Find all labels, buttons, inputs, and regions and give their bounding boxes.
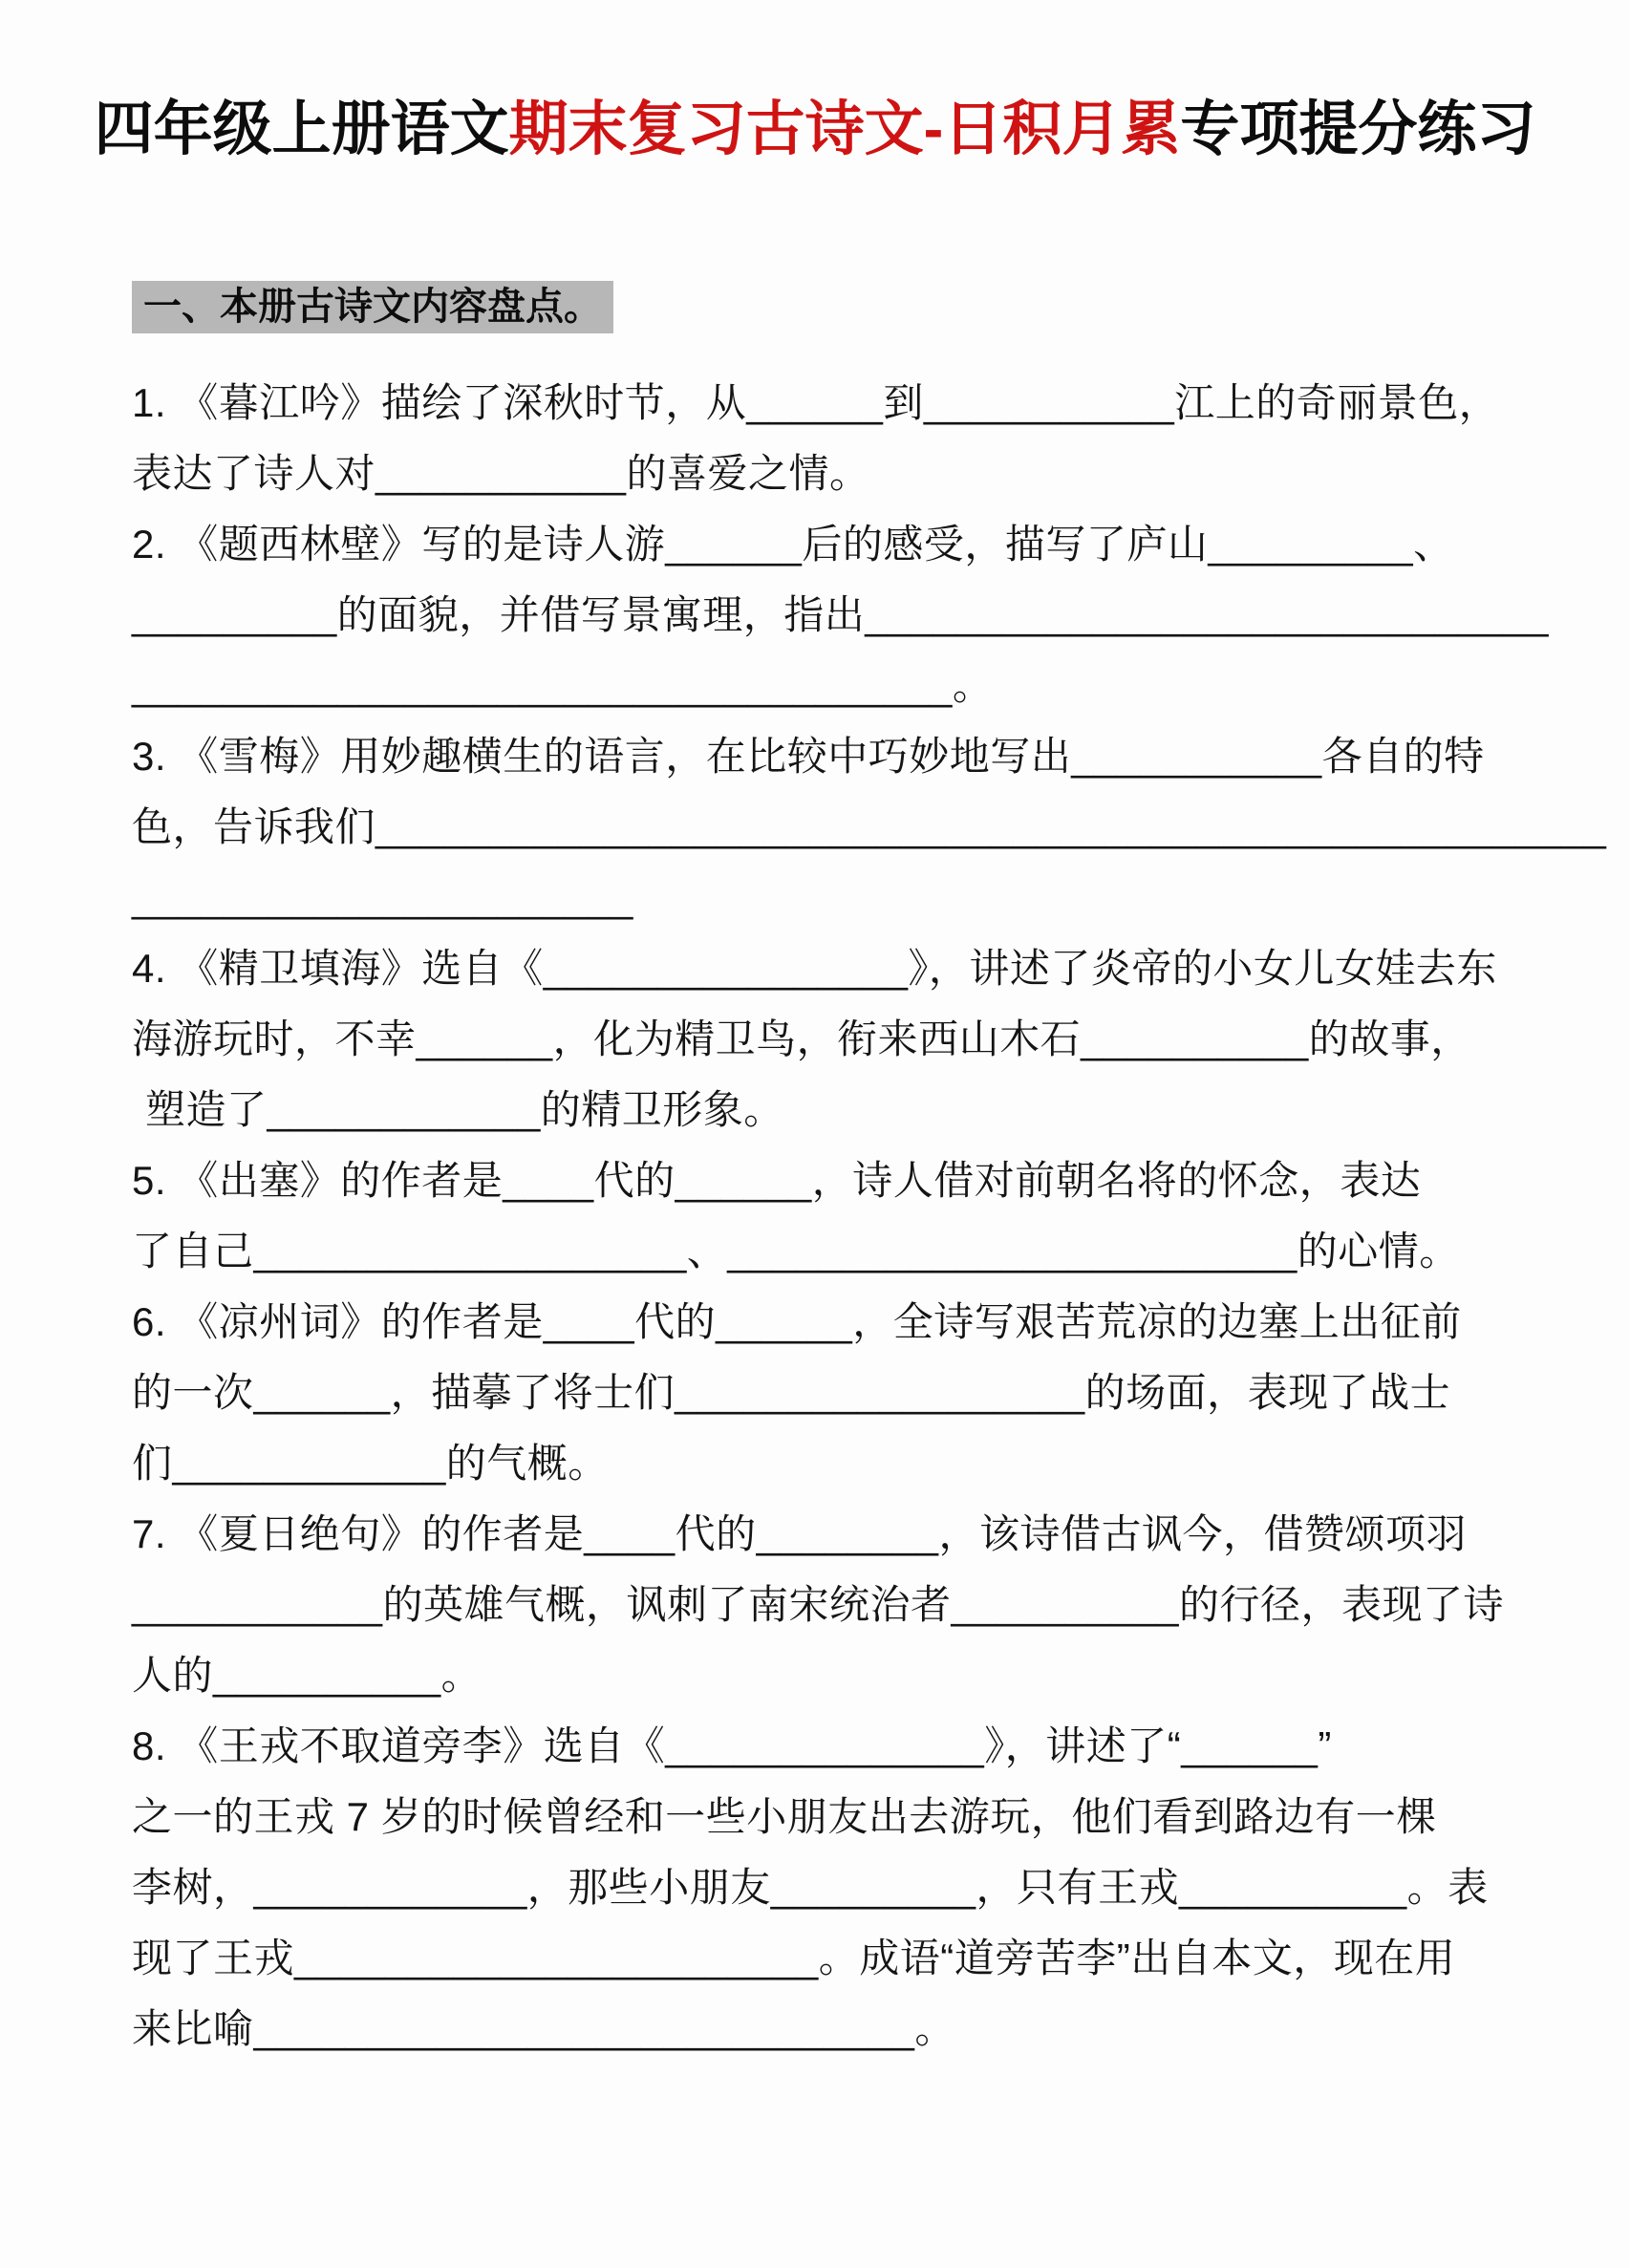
item-8-line-4: 现了王戎_______________________。成语“道旁苦李”出自本文，现在用: [132, 1936, 1456, 1980]
item-1-line-2: 表达了诗人对___________的喜爱之情。: [132, 451, 870, 496]
item-4-line-3: 塑造了____________的精卫形象。: [145, 1087, 784, 1132]
question-item-4: [132, 933, 1508, 1145]
question-item-3: [132, 721, 1607, 933]
item-8-line-3: 李树，____________，那些小朋友_________，只有王戎__________。表: [132, 1865, 1489, 1910]
title-part-black-1: 四年级上册语文: [94, 96, 509, 162]
item-3-line-2: 色，告诉我们______________________________________________________: [132, 804, 1607, 849]
item-8-line-5: 来比喻_____________________________。: [132, 2006, 955, 2051]
item-8-line-2: 之一的王戎 7 岁的时候曾经和一些小朋友出去游玩，他们看到路边有一棵: [132, 1794, 1437, 1839]
item-5-line-1: 5. 《出塞》的作者是____代的______，诗人借对前朝名将的怀念，表达: [132, 1158, 1422, 1203]
item-3-line-1: 3. 《雪梅》用妙趣横生的语言，在比较中巧妙地写出___________各自的特: [132, 734, 1485, 779]
item-2-line-2: _________的面貌，并借写景寓理，指出______________________________: [132, 592, 1549, 637]
question-item-2: [132, 509, 1549, 721]
worksheet-content: [132, 164, 1607, 2065]
item-4-line-2: 海游玩时，不幸______，化为精卫鸟，衔来西山木石__________的故事，: [132, 1016, 1471, 1061]
item-2-line-3: ____________________________________。: [132, 663, 994, 708]
item-7-line-3: 人的__________。: [132, 1653, 483, 1698]
question-list: [132, 368, 1607, 2065]
question-item-5: [132, 1145, 1508, 1287]
question-item-8: [132, 1711, 1508, 2065]
question-item-7: [132, 1499, 1508, 1711]
page-title: [0, 96, 1630, 164]
item-3-line-3: ______________________: [132, 875, 633, 920]
item-7-line-2: ___________的英雄气概，讽刺了南宋统治者__________的行径，表现了诗: [132, 1582, 1505, 1627]
item-7-line-1: 7. 《夏日绝句》的作者是____代的________，该诗借古讽今，借赞颂项羽: [132, 1511, 1467, 1556]
item-8-line-1: 8. 《王戎不取道旁李》选自《______________》，讲述了“______”: [132, 1723, 1332, 1768]
item-6-line-1: 6. 《凉州词》的作者是____代的______，全诗写艰苦荒凉的边塞上出征前: [132, 1299, 1462, 1344]
worksheet-page: [0, 96, 1630, 2268]
question-item-1: [132, 368, 1508, 509]
item-5-line-2: 了自己___________________、_________________________的心情。: [132, 1229, 1460, 1273]
section-heading: 一、本册古诗文内容盘点。: [132, 281, 613, 333]
item-4-line-1: 4. 《精卫填海》选自《________________》，讲述了炎帝的小女儿女娃去东: [132, 946, 1497, 991]
item-6-line-2: 的一次______，描摹了将士们__________________的场面，表现了战士: [132, 1370, 1451, 1415]
question-item-6: [132, 1287, 1508, 1499]
item-2-line-1: 2. 《题西林壁》写的是诗人游______后的感受，描写了庐山_________、: [132, 522, 1454, 567]
title-part-black-2: 专项提分练习: [1180, 96, 1536, 162]
item-1-line-1: 1. 《暮江吟》描绘了深秋时节，从______到___________江上的奇丽景色，: [132, 380, 1500, 425]
item-6-line-3: 们____________的气概。: [132, 1441, 609, 1486]
title-part-red: 期末复习古诗文-日积月累: [508, 96, 1181, 162]
